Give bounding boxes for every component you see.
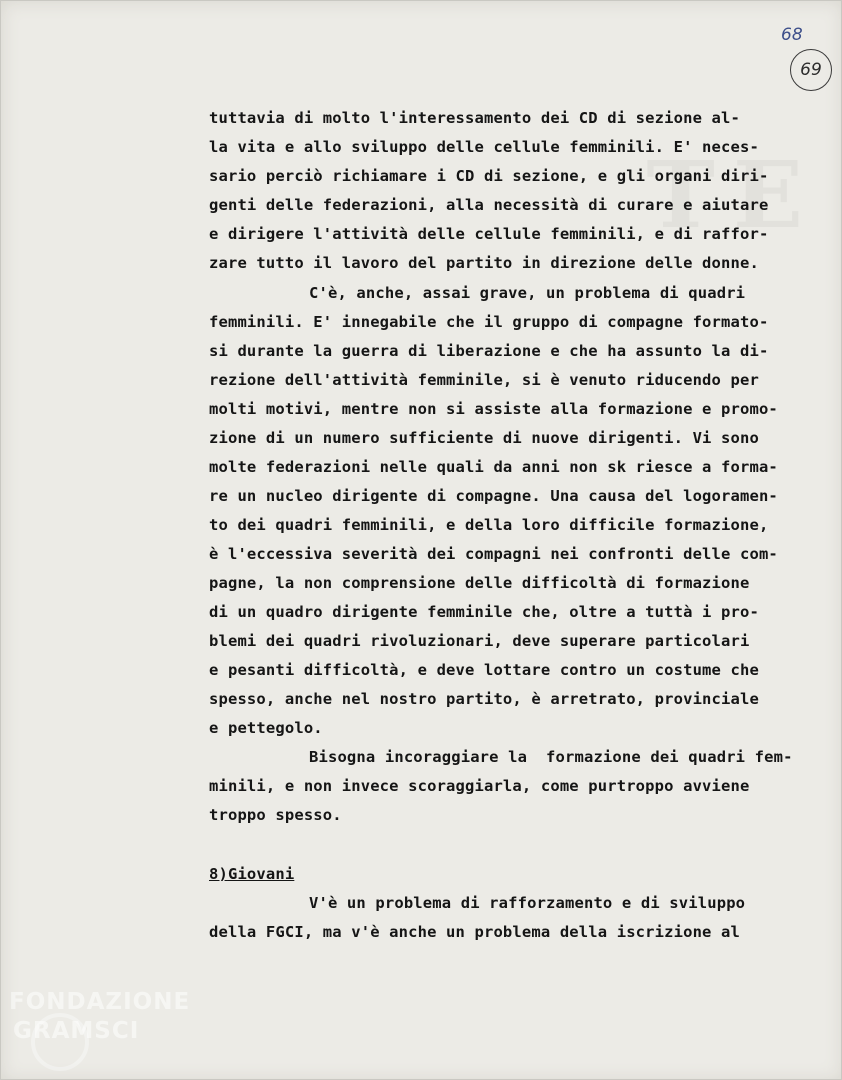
text-line: pagne, la non comprensione delle difficoltà di formazione: [209, 574, 750, 592]
text-line: troppo spesso.: [209, 806, 342, 824]
section-title: Giovani: [227, 865, 295, 883]
text-line: C'è, anche, assai grave, un problema di quadri: [309, 284, 746, 302]
section-heading: [209, 864, 294, 884]
text-line: minili, e non invece scoraggiarla, come purtroppo avviene: [209, 777, 750, 795]
text-line: molte federazioni nelle quali da anni non sk riesce a forma-: [209, 458, 778, 476]
text-line: tuttavia di molto l'interessamento dei CD di sezione al-: [209, 109, 740, 127]
text-line: V'è un problema di rafforzamento e di sviluppo: [309, 894, 746, 912]
background-ghost-text: TE: [646, 141, 821, 249]
section-number: 8): [209, 865, 228, 883]
text-line: della FGCI, ma v'è anche un problema della iscrizione al: [209, 923, 740, 941]
text-line: to dei quadri femminili, e della loro difficile formazione,: [209, 516, 769, 534]
text-line: è l'eccessiva severità dei compagni nei confronti delle com-: [209, 545, 778, 563]
text-line: spesso, anche nel nostro partito, è arretrato, provinciale: [209, 690, 759, 708]
text-line: genti delle federazioni, alla necessità di curare e aiutare: [209, 196, 769, 214]
text-line: zare tutto il lavoro del partito in direzione delle donne.: [209, 254, 759, 272]
text-line: e pesanti difficoltà, e deve lottare contro un costume che: [209, 661, 759, 679]
text-line: femminili. E' innegabile che il gruppo di compagne formato-: [209, 313, 769, 331]
stamped-page-number: 69: [790, 49, 832, 91]
text-line: blemi dei quadri rivoluzionari, deve superare particolari: [209, 632, 750, 650]
text-line: la vita e allo sviluppo delle cellule femminili. E' neces-: [209, 138, 759, 156]
text-line: sario perciò richiamare i CD di sezione, e gli organi diri-: [209, 167, 769, 185]
text-line: e pettegolo.: [209, 719, 323, 737]
watermark-line-2: GRAMSCI: [13, 1018, 140, 1044]
handwritten-page-number: 68: [781, 25, 803, 45]
text-line: Bisogna incoraggiare la formazione dei quadri fem-: [309, 748, 793, 766]
text-line: zione di un numero sufficiente di nuove dirigenti. Vi sono: [209, 429, 759, 447]
text-line: molti motivi, mentre non si assiste alla formazione e promo-: [209, 400, 778, 418]
watermark-line-1: FONDAZIONE: [9, 989, 191, 1015]
text-line: si durante la guerra di liberazione e che ha assunto la di-: [209, 342, 769, 360]
text-line: di un quadro dirigente femminile che, oltre a tuttà i pro-: [209, 603, 759, 621]
text-line: re un nucleo dirigente di compagne. Una causa del logoramen-: [209, 487, 778, 505]
text-line: rezione dell'attività femminile, si è venuto riducendo per: [209, 371, 759, 389]
text-line: e dirigere l'attività delle cellule femminili, e di raffor-: [209, 225, 769, 243]
